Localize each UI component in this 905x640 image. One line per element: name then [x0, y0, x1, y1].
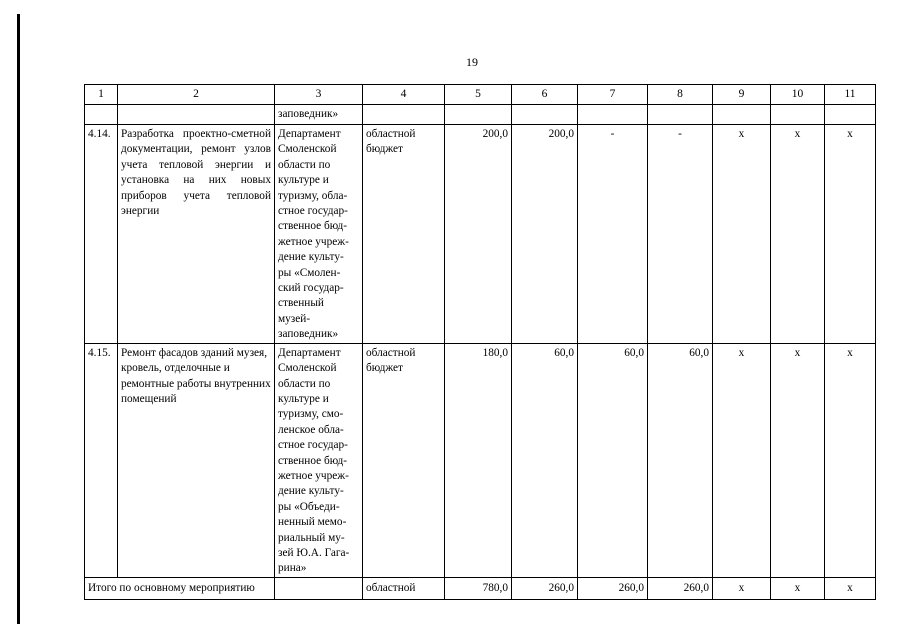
- row-col7-value: 60,0: [578, 343, 648, 577]
- header-cell: 4: [363, 85, 445, 105]
- budget-table: [84, 84, 876, 600]
- header-cell: 7: [578, 85, 648, 105]
- header-cell: 3: [275, 85, 363, 105]
- row-funding-source: областной бюджет: [363, 125, 445, 344]
- row-col5-value: 180,0: [445, 343, 512, 577]
- table-row: [85, 125, 876, 344]
- continuation-row: [85, 105, 876, 125]
- page-number: 19: [466, 55, 478, 69]
- total-col9-value: x: [713, 577, 771, 599]
- total-col8-value: 260,0: [648, 577, 713, 599]
- row-col8-value: -: [648, 125, 713, 344]
- row-number: 4.14.: [85, 125, 118, 344]
- row-col9-value: x: [713, 343, 771, 577]
- header-cell: 2: [118, 85, 275, 105]
- scan-edge-bar: [17, 14, 20, 624]
- row-col5-value: 200,0: [445, 125, 512, 344]
- row-col6-value: 200,0: [512, 125, 578, 344]
- total-row: [85, 577, 876, 599]
- row-executor: Департамент Смоленской области по культуре и туризму, обла- стное государ- ственное бюд- жетное учреж- дение культу- ры «Смолен- ский государ- ственный музей- заповедник»: [275, 125, 363, 344]
- row-funding-source: областной бюджет: [363, 343, 445, 577]
- row-col7-value: -: [578, 125, 648, 344]
- row-col10-value: x: [771, 125, 825, 344]
- total-label: Итого по основному мероприятию: [85, 577, 275, 599]
- row-col11-value: x: [825, 125, 876, 344]
- total-funding-source: областной: [363, 577, 445, 599]
- row-col11-value: x: [825, 343, 876, 577]
- table-row: [85, 343, 876, 577]
- total-col6-value: 260,0: [512, 577, 578, 599]
- header-cell: 5: [445, 85, 512, 105]
- row-col8-value: 60,0: [648, 343, 713, 577]
- row-number: 4.15.: [85, 343, 118, 577]
- row-col9-value: x: [713, 125, 771, 344]
- total-col5-value: 780,0: [445, 577, 512, 599]
- row-col10-value: x: [771, 343, 825, 577]
- continuation-executor: заповедник»: [275, 105, 363, 125]
- row-col6-value: 60,0: [512, 343, 578, 577]
- header-cell: 10: [771, 85, 825, 105]
- row-description: Разработка проектно-сметной документации, ремонт узлов учета тепловой энергии и установка на них новых приборов учета тепловой энергии: [118, 125, 275, 344]
- table-header-row: [85, 85, 876, 105]
- header-cell: 11: [825, 85, 876, 105]
- header-cell: 6: [512, 85, 578, 105]
- total-col11-value: x: [825, 577, 876, 599]
- header-cell: 8: [648, 85, 713, 105]
- header-cell: 1: [85, 85, 118, 105]
- row-executor: Департамент Смоленской области по культуре и туризму, смо- ленское обла- стное государ- ственное бюд- жетное учреж- дение культу- ры «Объеди- ненный мемо- риальный му- зей Ю.А. Гага- рина»: [275, 343, 363, 577]
- total-col10-value: x: [771, 577, 825, 599]
- total-col7-value: 260,0: [578, 577, 648, 599]
- header-cell: 9: [713, 85, 771, 105]
- row-description: Ремонт фасадов зданий музея, кровель, отделочные и ремонтные работы внутренних помещений: [118, 343, 275, 577]
